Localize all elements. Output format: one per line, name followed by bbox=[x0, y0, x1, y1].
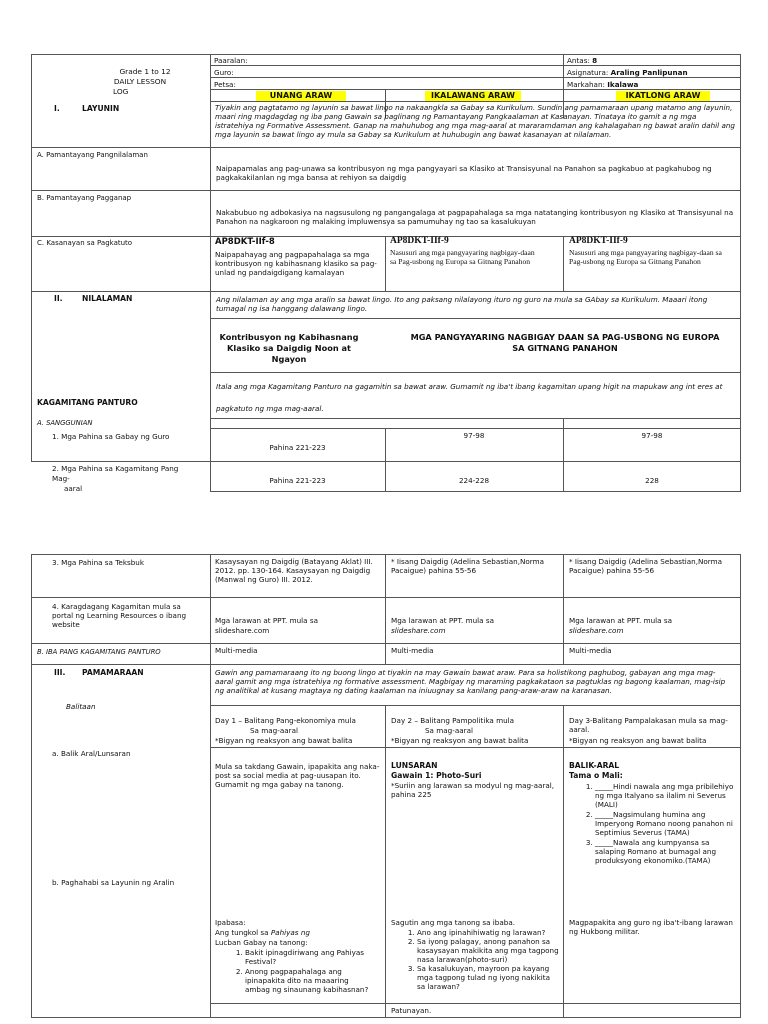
list-item: 2. _____Nagsimulang humina ang Imperyong Romano noong panahon ni Septimius Severus (TAMA) bbox=[595, 810, 734, 837]
balitaan-day2-c: *Bigyan ng reaksyon ang bawat balita bbox=[391, 736, 529, 745]
day3-competency-code: AP8DKT-IIf-9 bbox=[569, 236, 628, 246]
paghahabi-day1-line2-b: Pahiyas ng bbox=[270, 928, 310, 937]
iba-day3: Multi-media bbox=[569, 646, 612, 655]
paghahabi-day2-questions bbox=[391, 928, 559, 991]
paghahabi-day1-intro: Ipabasa: bbox=[215, 918, 246, 927]
day3-header: IKATLONG ARAW bbox=[616, 91, 710, 101]
subject-value: Araling Panlipunan bbox=[610, 68, 688, 77]
day1-header: UNANG ARAW bbox=[256, 91, 346, 101]
pagganap-label: B. Pamantayang Pagganap bbox=[37, 194, 132, 202]
subject-label: Asignatura: bbox=[567, 68, 609, 77]
paghahabi-day2-intro: Sagutin ang mga tanong sa ibaba. bbox=[391, 918, 516, 927]
kagamitan-day1: Pahina 221-223 bbox=[269, 476, 326, 485]
pamamaraan-number: III. bbox=[54, 668, 66, 677]
balitaan-day1-a: Day 1 – Balitang Pang-ekonomiya mula bbox=[215, 716, 356, 725]
balitaan-day2-b: Sa mag-aaral bbox=[425, 726, 473, 735]
paghahabi-label: b. Paghahabi sa Layunin ng Aralin bbox=[52, 878, 175, 887]
day2-header: IKALAWANG ARAW bbox=[425, 91, 521, 101]
balitaan-day1-b: Sa mag-aaral bbox=[250, 726, 298, 735]
kasanayan-label: C. Kasanayan sa Pagkatuto bbox=[37, 239, 133, 247]
pangnilalaman-label: A. Pamantayang Pangnilalaman bbox=[37, 151, 148, 159]
sanggunian-label: A. SANGGUNIAN bbox=[37, 419, 93, 427]
balik-aral-day1: Mula sa takdang Gawain, ipapakita ang naka- post sa social media at pag-uusapan ito. Gumamit ng mga gabay na tanong. bbox=[215, 762, 380, 789]
karagdagan-day3-a: Mga larawan at PPT. mula sa bbox=[569, 616, 673, 625]
day2-competency-text: Nasusuri ang mga pangyayaring nagbigay-daan sa Pag-usbong ng Europa sa Gitnang Panahon bbox=[390, 248, 535, 266]
teacher-label: Guro: bbox=[214, 68, 234, 77]
gabay-label: 1. Mga Pahina sa Gabay ng Guro bbox=[52, 432, 170, 441]
kagamitan-label: KAGAMITANG PANTURO bbox=[37, 398, 138, 407]
subject-field bbox=[567, 68, 688, 77]
patunayan-text: Patunayan. bbox=[391, 1006, 432, 1015]
pangnilalaman-text: Naipapamalas ang pag-unawa sa kontribusyon ng mga pangyayari sa Klasiko at Transisyunal na Panahon sa pagkabuo at pagkahubog ng pagkakakilanlan ng mga bansa at rehiyon sa daigdig bbox=[216, 164, 712, 182]
quarter-field bbox=[567, 80, 638, 89]
list-item: 1. Ano ang ipinahihiwatig ng larawan? bbox=[417, 928, 559, 937]
iba-day2: Multi-media bbox=[391, 646, 434, 655]
teksbuk-day2: * Iisang Daigdig (Adelina Sebastian,Norma Pacaigue) pahina 55-56 bbox=[391, 557, 545, 575]
tama-o-mali-label: Tama o Mali: bbox=[569, 771, 623, 780]
paghahabi-day1-line3: Lucban Gabay na tanong: bbox=[215, 938, 308, 947]
list-item: 2. Anong pagpapahalaga ang ipinapakita dito na maaaring ambag ng sinaunang kabihasnan? bbox=[245, 967, 375, 994]
list-item: 3. _____Nawala ang kumpyansa sa salaping Romano at bumagal ang produksyong ekonomiko.(TAMA) bbox=[595, 838, 734, 865]
log-title-line-1: DAILY LESSON bbox=[113, 77, 167, 86]
balik-aral-title: BALIK-ARAL bbox=[569, 761, 620, 770]
day3-competency-text: Nasusuri ang mga pangyayaring nagbigay-daan sa Pag-usbong ng Europa sa Gitnang Panahon bbox=[569, 248, 722, 266]
day1-competency-text: Naipapahayag ang pagpapahalaga sa mga kontribusyon ng kabihasnang klasiko sa pag- unlad ng pandaigdigang kamalayan bbox=[215, 250, 377, 277]
kagamitan-day2: 224-228 bbox=[458, 476, 490, 485]
kagamitan-text-2: pagkatuto ng mga mag-aaral. bbox=[216, 404, 324, 413]
gabay-day1: Pahina 221-223 bbox=[269, 443, 326, 452]
karagdagan-day3-b: slideshare.com bbox=[569, 626, 624, 635]
school-label: Paaralan: bbox=[214, 56, 248, 65]
nilalaman-label: NILALAMAN bbox=[82, 294, 133, 303]
nilalaman-text: Ang nilalaman ay ang mga aralin sa bawat lingo. Ito ang paksang nilalayong ituro ng guro na mula sa GAbay sa Kurikulum. Maaari itong tumagal ng isa hanggang dalawang lingo. bbox=[216, 295, 708, 313]
pagganap-text: Nakabubuo ng adbokasiya na nagsusulong ng pangangalaga at pagpapahalaga sa mga natatanging kontribusyon ng Klasiko at Transisyunal na Panahon na nagkaroon ng malaking impluwensya sa pamumuhay ng tao sa kasalukuyan bbox=[216, 208, 734, 226]
date-label: Petsa: bbox=[214, 80, 236, 89]
pamamaraan-text: Gawin ang pamamaraang ito ng buong lingo at tiyakin na may Gawain bawat araw. Para sa holistikong paghubog, gabayan ang mga mag- aaral gamit ang mga istratehiya ng formative assessment. Magbigay ng maraming pagkakataon sa pagtuklas ng bagong kaalaman, mag-isip ng analitikal at kusang magtaya ng dating kaalaman na iniuugnay sa kanilang pang-araw-araw na karanasan. bbox=[215, 668, 726, 695]
day2-competency-code: AP8DKT-IIf-9 bbox=[390, 236, 449, 246]
layunin-text: Tiyakin ang pagtatamo ng layunin sa bawat lingo na nakaangkla sa Gabay sa Kurikulum. Sundin ang pamamaraan upang matamo ang layunin, maari ring magdagdag ng iba pang Gawain sa paglinang ng Pamantayang Pangkaalaman at Kasanayan. Tinataya ito gamit a ng mga istratehiya ng Formative Assessment. Ganap na mahuhubog ang mga mag-aaral at mararamdaman ang kahalagahan ng bawat aralin dahil ang mga layunin sa bawat lingo ay mula sa Gabay sa Kurikulum at huhubugin ang bawat kasanayan at nilalaman. bbox=[215, 103, 735, 139]
balitaan-label: Balitaan bbox=[66, 702, 96, 711]
lunsaran-text: *Suriin ang larawan sa modyul ng mag-aaral, pahina 225 bbox=[391, 781, 555, 799]
teksbuk-day1: Kasaysayan ng Daigdig (Batayang Aklat) III. 2012. pp. 130-164. Kasaysayan ng Daigdig (Manwal ng Guro) III. 2012. bbox=[215, 557, 373, 584]
lunsaran-title: LUNSARAN bbox=[391, 761, 438, 770]
karagdagan-day1-a: Mga larawan at PPT. mula sa bbox=[215, 616, 319, 625]
kagamitan-pahina-label-3: aaral bbox=[64, 484, 83, 493]
balitaan-day3-c: *Bigyan ng reaksyon ang bawat balita bbox=[569, 736, 707, 745]
paghahabi-day1-line2-a: Ang tungkol sa bbox=[215, 928, 271, 937]
balitaan-day1-c: *Bigyan ng reaksyon ang bawat balita bbox=[215, 736, 353, 745]
teksbuk-label: 3. Mga Pahina sa Teksbuk bbox=[52, 558, 145, 567]
quarter-value: Ikalawa bbox=[607, 80, 639, 89]
balitaan-day2-a: Day 2 – Balitang Pampolitika mula bbox=[391, 716, 515, 725]
paghahabi-day1-questions bbox=[215, 948, 375, 994]
paghahabi-day1-line2 bbox=[215, 928, 310, 937]
lesson-title-1: Kontribusyon ng Kabihasnang Klasiko sa Daigdig Noon at Ngayon bbox=[219, 332, 359, 364]
day1-competency-code: AP8DKT-IIf-8 bbox=[215, 237, 275, 247]
karagdagan-day2-a: Mga larawan at PPT. mula sa bbox=[391, 616, 495, 625]
list-item: 1. _____Hindi nawala ang mga pribilehiyo ng mga Italyano sa ilalim ni Severus (MALI) bbox=[595, 782, 734, 809]
nilalaman-number: II. bbox=[54, 294, 63, 303]
list-item: 2. Sa iyong palagay, anong panahon sa kasaysayan makikita ang mga tagpong nasa larawan(photo-suri) bbox=[417, 937, 559, 964]
grade-label: Grade 1 to 12 bbox=[119, 67, 171, 76]
level-label: Antas: bbox=[567, 56, 590, 65]
pamamaraan-label: PAMAMARAAN bbox=[82, 668, 144, 677]
gabay-day3: 97-98 bbox=[641, 431, 663, 440]
kagamitan-day3: 228 bbox=[645, 476, 659, 485]
layunin-number: I. bbox=[54, 104, 60, 113]
kagamitan-pahina-label-2: Mag- bbox=[52, 474, 70, 483]
layunin-label: LAYUNIN bbox=[82, 104, 120, 113]
list-item: 3. Sa kasalukuyan, mayroon pa kayang mga tagpong tulad ng iyong nakikita sa larawan? bbox=[417, 964, 559, 991]
teksbuk-day3: * Iisang Daigdig (Adelina Sebastian,Norma Pacaigue) pahina 55-56 bbox=[569, 557, 723, 575]
quarter-label: Markahan: bbox=[567, 80, 605, 89]
karagdagan-day2-b: slideshare.com bbox=[391, 626, 446, 635]
paghahabi-day3: Magpapakita ang guro ng iba't-ibang larawan ng Hukbong militar. bbox=[569, 918, 733, 936]
lunsaran-subtitle: Gawain 1: Photo-Suri bbox=[391, 771, 482, 780]
level-field bbox=[567, 56, 597, 65]
karagdagan-day1-b: slideshare.com bbox=[215, 626, 270, 635]
iba-pang-kagamitan-label: B. IBA PANG KAGAMITANG PANTURO bbox=[37, 648, 161, 656]
kagamitan-text: Itala ang mga Kagamitang Panturo na gagamitin sa bawat araw. Gumamit ng iba't ibang kagamitan upang higit na mapukaw ang int eres at bbox=[216, 382, 723, 391]
lesson-title-2: MGA PANGYAYARING NAGBIGAY DAAN SA PAG-USBONG NG EUROPA SA GITNANG PANAHON bbox=[410, 332, 720, 353]
log-title-line-2: LOG bbox=[113, 87, 129, 96]
balik-aral-label: a. Balik Aral/Lunsaran bbox=[52, 749, 131, 758]
gabay-day2: 97-98 bbox=[463, 431, 485, 440]
list-item: 1. Bakit ipinagdiriwang ang Pahiyas Festival? bbox=[245, 948, 375, 966]
karagdagan-label: 4. Karagdagang Kagamitan mula sa portal ng Learning Resources o ibang website bbox=[52, 602, 187, 629]
level-value: 8 bbox=[592, 56, 598, 65]
tama-o-mali-list bbox=[569, 782, 734, 865]
kagamitan-pahina-label-1: 2. Mga Pahina sa Kagamitang Pang bbox=[52, 464, 179, 473]
balitaan-day3-a: Day 3-Balitang Pampalakasan mula sa mag-aaral. bbox=[569, 716, 728, 734]
iba-day1: Multi-media bbox=[215, 646, 258, 655]
